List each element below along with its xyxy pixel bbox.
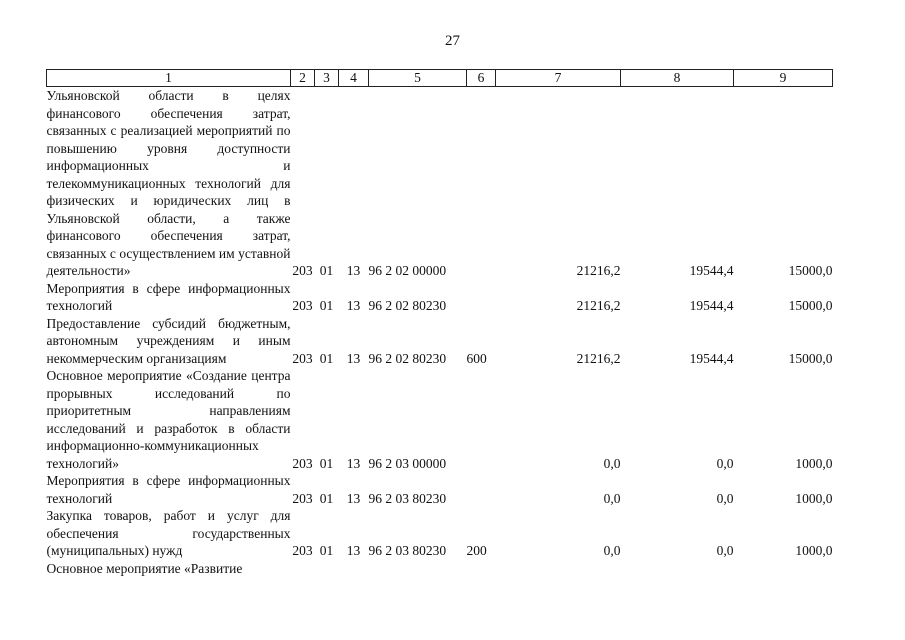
row-col-2: 203 <box>292 263 313 278</box>
row-col-8: 0,0 <box>716 543 734 558</box>
row-col-2: 203 <box>292 298 313 313</box>
row-col-4: 13 <box>346 263 361 278</box>
row-col-7: 21216,2 <box>576 350 621 366</box>
row-col-4: 13 <box>346 350 361 366</box>
row-col-6: 600 <box>466 350 487 366</box>
row-col-8: 19544,4 <box>689 350 734 366</box>
row-name: Основное мероприятие «Развитие <box>46 560 243 576</box>
row-col-3: 01 <box>319 490 334 506</box>
row-col-5: 96 2 02 80230 <box>368 298 447 313</box>
row-col-2: 203 <box>292 455 313 471</box>
row-col-7 <box>496 560 621 578</box>
row-col-7: 0,0 <box>603 455 621 471</box>
row-name: Ульяновской области в целях финансового обеспечения затрат, связанных с реализацией мероприятий по повышению уровня доступности информационных и телекоммуникационных технологий для физических и юридических лиц в Ульяновской области, а также финансового обеспечения затрат, связанных с осуществлением им уставной деятельности» <box>46 88 291 278</box>
row-col-2: 203 <box>292 350 313 366</box>
header-col-7: 7 <box>496 70 621 87</box>
row-col-2 <box>291 560 315 578</box>
header-col-1: 1 <box>47 70 291 87</box>
table-row <box>47 507 833 560</box>
row-col-6 <box>467 280 496 315</box>
row-col-5: 96 2 02 00000 <box>368 263 447 278</box>
row-col-7: 0,0 <box>603 543 621 558</box>
row-col-6 <box>467 472 496 507</box>
header-col-5: 5 <box>369 70 467 87</box>
row-col-4: 13 <box>346 455 361 471</box>
header-col-2: 2 <box>291 70 315 87</box>
row-col-6: 200 <box>466 543 487 558</box>
header-col-4: 4 <box>339 70 369 87</box>
row-col-3 <box>315 560 339 578</box>
header-row <box>47 70 833 87</box>
page-number: 27 <box>445 33 460 49</box>
row-name: Предоставление субсидий бюджетным, автономным учреждениям и иным некоммерческим организациям <box>46 315 291 366</box>
row-col-9: 15000,0 <box>788 350 833 366</box>
row-col-7: 21216,2 <box>576 298 621 313</box>
row-name: Мероприятия в сфере информационных технологий <box>46 280 291 313</box>
row-col-5: 96 2 03 80230 <box>368 490 447 506</box>
row-col-4: 13 <box>346 490 361 506</box>
row-col-5: 96 2 03 80230 <box>368 543 447 558</box>
row-col-6 <box>467 367 496 472</box>
header-col-8: 8 <box>621 70 734 87</box>
row-col-9: 15000,0 <box>788 298 833 313</box>
row-col-8: 19544,4 <box>689 298 734 313</box>
row-col-4: 13 <box>346 543 361 558</box>
table-row <box>47 560 833 578</box>
table-row <box>47 367 833 472</box>
header-col-3: 3 <box>315 70 339 87</box>
row-col-9: 1000,0 <box>795 543 833 558</box>
row-col-8: 0,0 <box>716 490 734 506</box>
table-row <box>47 280 833 315</box>
row-col-5 <box>369 560 467 578</box>
table-row <box>47 315 833 368</box>
row-col-3: 01 <box>319 298 334 313</box>
row-col-9 <box>734 560 833 578</box>
budget-table <box>46 69 833 577</box>
row-col-5: 96 2 03 00000 <box>368 455 447 471</box>
header-col-9: 9 <box>734 70 833 87</box>
row-col-4: 13 <box>346 298 361 313</box>
row-col-3: 01 <box>319 350 334 366</box>
row-col-6 <box>467 87 496 280</box>
row-name: Мероприятия в сфере информационных технологий <box>46 473 291 506</box>
row-col-3: 01 <box>319 263 334 278</box>
row-col-9: 15000,0 <box>788 263 833 278</box>
row-col-4 <box>339 560 369 578</box>
row-col-3: 01 <box>319 455 334 471</box>
row-col-7: 0,0 <box>603 490 621 506</box>
row-col-8 <box>621 560 734 578</box>
table-row <box>47 87 833 280</box>
row-col-3: 01 <box>319 543 334 558</box>
row-name: Основное мероприятие «Создание центра прорывных исследований по приоритетным направлениям исследований и разработок в области информационно-коммуникационных технологий» <box>46 368 291 471</box>
row-col-5: 96 2 02 80230 <box>368 350 447 366</box>
table-row <box>47 472 833 507</box>
header-col-6: 6 <box>467 70 496 87</box>
row-col-9: 1000,0 <box>795 455 833 471</box>
row-col-2: 203 <box>292 543 313 558</box>
row-col-7: 21216,2 <box>576 263 621 278</box>
row-col-8: 19544,4 <box>689 263 734 278</box>
row-col-6 <box>467 560 496 578</box>
row-name: Закупка товаров, работ и услуг для обеспечения государственных (муниципальных) нужд <box>46 508 291 558</box>
row-col-9: 1000,0 <box>795 490 833 506</box>
row-col-2: 203 <box>292 490 313 506</box>
row-col-8: 0,0 <box>716 455 734 471</box>
